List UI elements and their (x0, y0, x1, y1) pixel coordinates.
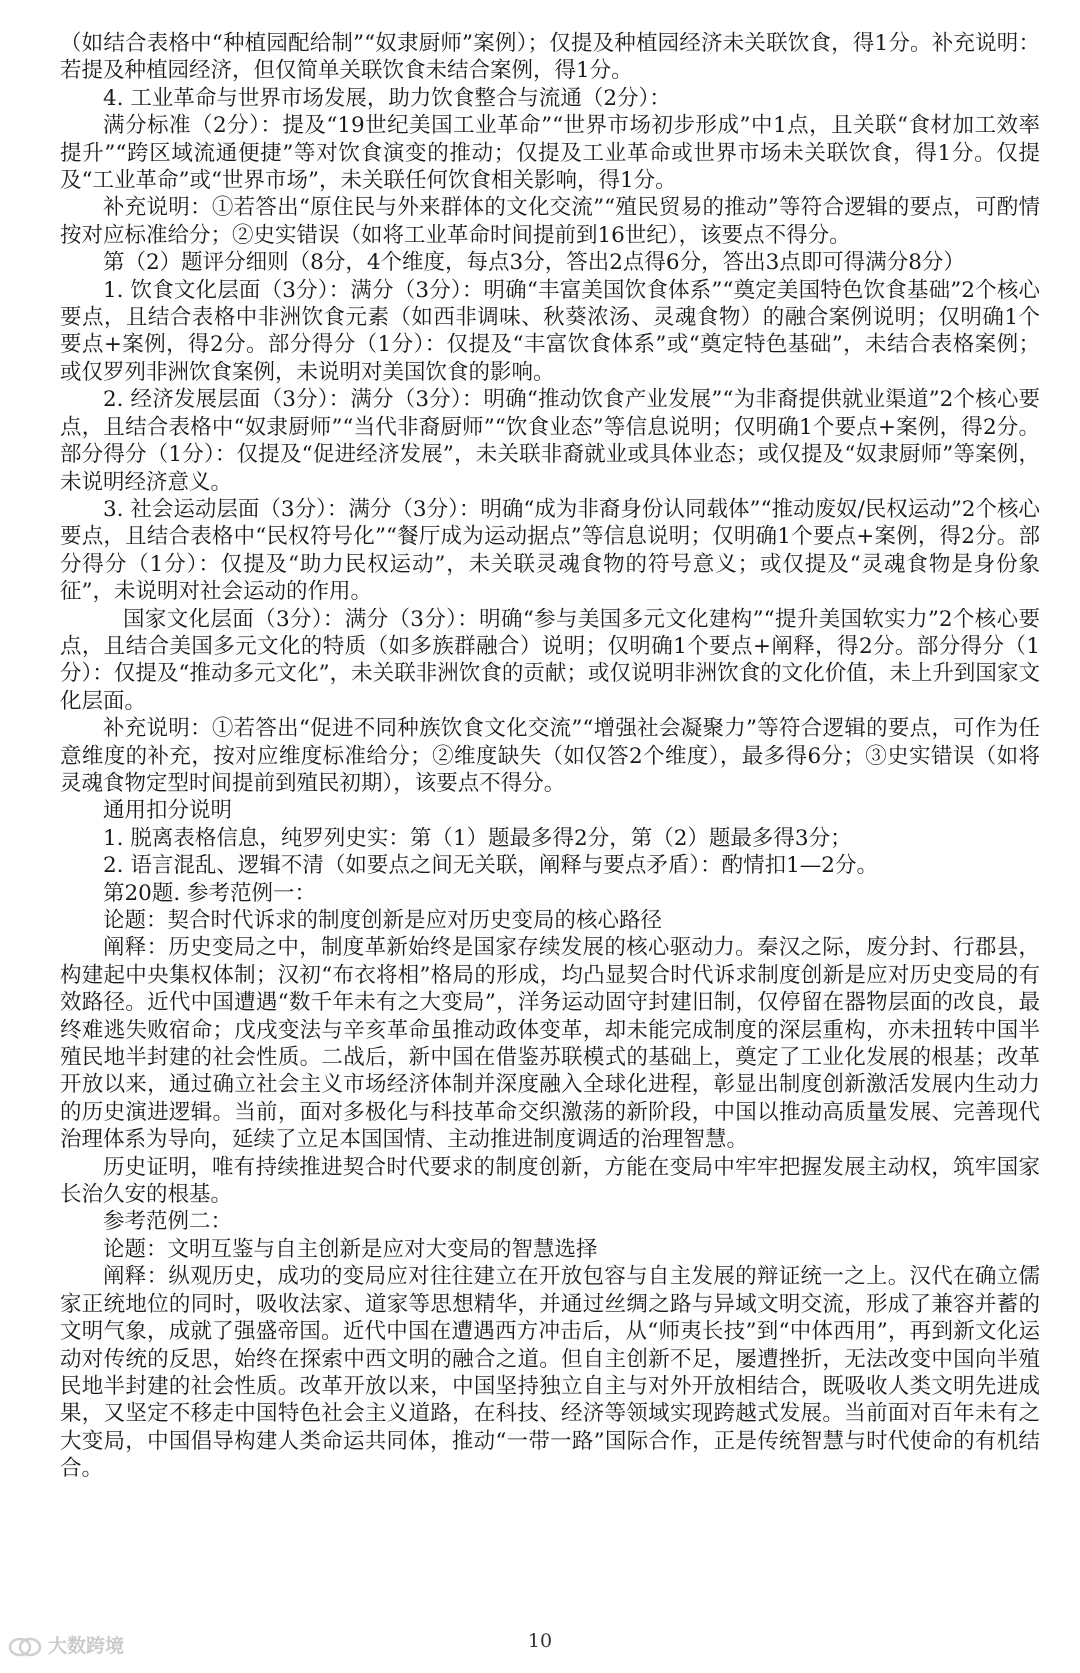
paragraph: （如结合表格中“种植园配给制”“奴隶厨师”案例）；仅提及种植园经济未关联饮食，得1分。补充说明：若提及种植园经济，但仅简单关联饮食未结合案例，得1分。 (60, 31, 1040, 84)
thesis: 论题：契合时代诉求的制度创新是应对历史变局的核心路径 (103, 908, 663, 933)
paragraph: 3. 社会运动层面（3分）：满分（3分）：明确“成为非裔身份认同载体”“推动废奴/民权运动”2个核心要点，且结合表格中“民权符号化”“餐厅成为运动据点”等信息说明；仅明确1个要点+案例，得2分。部分得分（1分）：仅提及“助力民权运动”，未关联灵魂食物的符号意义；或仅提及“灵魂食物是身份象征”，未说明对社会运动的作用。 (60, 496, 1040, 605)
section-heading: 通用扣分说明 (103, 798, 233, 824)
paragraph: 补充说明：①若答出“原住民与外来群体的文化交流”“殖民贸易的推动”等符合逻辑的要点，可酌情按对应标准给分；②史实错误（如将工业革命时间提前到16世纪），该要点不得分。 (60, 195, 1040, 248)
paragraph: 第（2）题评分细则（8分，4个维度，每点3分，答出2点得6分，答出3点即可得满分8分） (103, 250, 965, 276)
paragraph: 1. 饮食文化层面（3分）：满分（3分）：明确“丰富美国饮食体系”“奠定美国特色饮食基础”2个核心要点，且结合表格中非洲饮食元素（如西非调味、秋葵浓汤、灵魂食物）的融合案例说明；仅明确1个要点+案例，得2分。部分得分（1分）：仅提及“丰富饮食体系”或“奠定特色基础”，未结合表格案例；或仅罗列非洲饮食案例，未说明对美国饮食的影响。 (60, 277, 1040, 385)
section-heading: 参考范例二： (103, 1209, 233, 1235)
page-content (60, 30, 1040, 1483)
paragraph: 阐释：历史变局之中，制度革新始终是国家存续发展的核心驱动力。秦汉之际，废分封、行郡县，构建起中央集权体制；汉初“布衣将相”格局的形成，均凸显契合时代诉求制度创新是应对历史变局的有效路径。近代中国遭遇“数千年未有之大变局”，洋务运动固守封建旧制，仅停留在器物层面的改良，最终难逃失败宿命；戊戌变法与辛亥革命虽推动政体变革，却未能完成制度的深层重构，亦未扭转中国半殖民地半封建的社会性质。二战后，新中国在借鉴苏联模式的基础上，奠定了工业化发展的根基；改革开放以来，通过确立社会主义市场经济体制并深度融入全球化进程，彰显出制度创新激活发展内生动力的历史演进逻辑。当前，面对多极化与科技革命交织激荡的新阶段，中国以推动高质量发展、完善现代治理体系为导向，延续了立足本国国情、主动推进制度调适的治理智慧。 (60, 935, 1040, 1153)
thesis: 论题：文明互鉴与自主创新是应对大变局的智慧选择 (103, 1236, 598, 1262)
page-number: 10 (527, 1630, 553, 1652)
list-item: 1. 脱离表格信息，纯罗列史实：第（1）题最多得2分，第（2）题最多得3分； (103, 825, 852, 851)
list-item: 2. 语言混乱、逻辑不清（如要点之间无关联，阐释与要点矛盾）：酌情扣1—2分。 (103, 853, 878, 879)
section-heading: 第20题. 参考范例一： (103, 880, 317, 906)
paragraph: 2. 经济发展层面（3分）：满分（3分）：明确“推动饮食产业发展”“为非裔提供就业渠道”2个核心要点，且结合表格中“奴隶厨师”“当代非裔厨师”“饮食业态”等信息说明；仅明确1个要点+案例，得2分。部分得分（1分）：仅提及“促进经济发展”，未关联非裔就业或具体业态；或仅提及“奴隶厨师”等案例，未说明经济意义。 (60, 387, 1040, 495)
section-heading: 4. 工业革命与世界市场发展，助力饮食整合与流通（2分）： (103, 85, 671, 111)
paragraph: 阐释：纵观历史，成功的变局应对往往建立在开放包容与自主发展的辩证统一之上。汉代在确立儒家正统地位的同时，吸收法家、道家等思想精华，并通过丝绸之路与异域文明交流，形成了兼容并蓄的文明气象，成就了强盛帝国。近代中国在遭遇西方冲击后，从“师夷长技”到“中体西用”，再到新文化运动对传统的反思，始终在探索中西文明的融合之道。但自主创新不足，屡遭挫折，无法改变中国向半殖民地半封建的社会性质。改革开放以来，中国坚持独立自主与对外开放相结合，既吸收人类文明先进成果，又坚定不移走中国特色社会主义道路，在科技、经济等领域实现跨越式发展。当前面对百年未有之大变局，中国倡导构建人类命运共同体，推动“一带一路”国际合作，正是传统智慧与时代使命的有机结合。 (60, 1264, 1040, 1482)
paragraph: 补充说明：①若答出“促进不同种族饮食文化交流”“增强社会凝聚力”等符合逻辑的要点，可作为任意维度的补充，按对应维度标准给分；②维度缺失（如仅答2个维度），最多得6分；③史实错误（如将灵魂食物定型时间提前到殖民初期），该要点不得分。 (60, 716, 1040, 796)
paragraph: 国家文化层面（3分）：满分（3分）：明确“参与美国多元文化建构”“提升美国软实力”2个核心要点，且结合美国多元文化的特质（如多族群融合）说明；仅明确1个要点+阐释，得2分。部分得分（1分）：仅提及“推动多元文化”，未关联非洲饮食的贡献；或仅说明非洲饮食的文化价值，未上升到国家文化层面。 (60, 606, 1040, 714)
paragraph: 满分标准（2分）：提及“19世纪美国工业革命”“世界市场初步形成”中1点，且关联“食材加工效率提升”“跨区域流通便捷”等对饮食演变的推动；仅提及工业革命或世界市场未关联饮食，得1分。仅提及“工业革命”或“世界市场”，未关联任何饮食相关影响，得1分。 (60, 113, 1040, 194)
watermark-text: 大数跨境 (48, 1635, 125, 1658)
paragraph: 历史证明，唯有持续推进契合时代要求的制度创新，方能在变局中牢牢把握发展主动权，筑牢国家长治久安的根基。 (60, 1154, 1040, 1208)
